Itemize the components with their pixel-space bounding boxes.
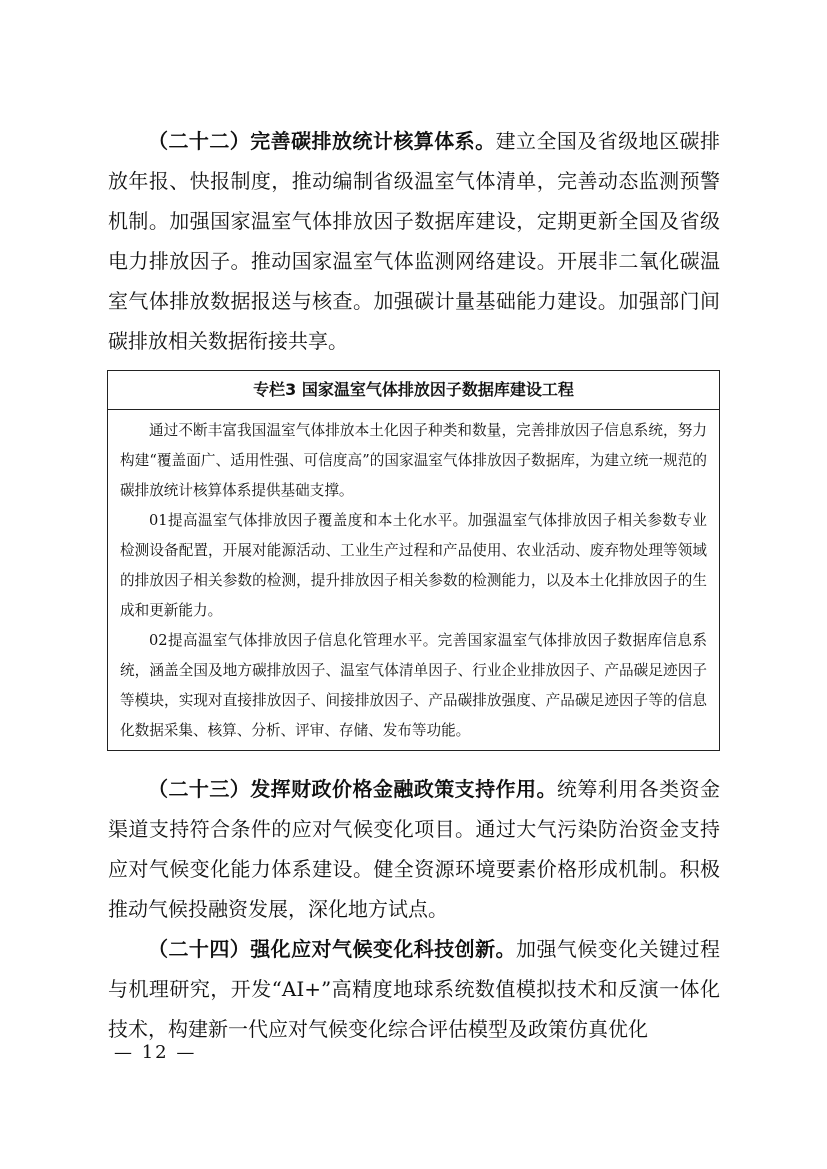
- box-paragraph-01: 01提高温室气体排放因子覆盖度和本土化水平。加强温室气体排放因子相关参数专业检测设备配置，开展对能源活动、工业生产过程和产品使用、农业活动、废弃物处理等领域的排放因子相关参数的检测，提升排放因子相关参数的检测能力，以及本土化排放因子的生成和更新能力。: [120, 512, 707, 619]
- box-paragraph-intro: 通过不断丰富我国温室气体排放本土化因子种类和数量，完善排放因子信息系统，努力构建“覆盖面广、适用性强、可信度高”的国家温室气体排放因子数据库，为建立统一规范的碳排放统计核算体系提供基础支撑。: [120, 422, 707, 499]
- box-paragraph-02: 02提高温室气体排放因子信息化管理水平。完善国家温室气体排放因子数据库信息系统，涵盖全国及地方碳排放因子、温室气体清单因子、行业企业排放因子、产品碳足迹因子等模块，实现对直接排放因子、间接排放因子、产品碳排放强度、产品碳足迹因子等的信息化数据采集、核算、分析、评审、存储、发布等功能。: [120, 632, 707, 739]
- paragraph-24: [108, 929, 720, 1049]
- paragraph-text: 建立全国及省级地区碳排放年报、快报制度，推动编制省级温室气体清单，完善动态监测预警机制。加强国家温室气体排放因子数据库建设，定期更新全国及省级电力排放因子。推动国家温室气体监测网络建设。开展非二氧化碳温室气体排放数据报送与核查。加强碳计量基础能力建设。加强部门间碳排放相关数据衔接共享。: [108, 129, 721, 353]
- paragraph-23: [108, 769, 720, 929]
- paragraph-heading: （二十二）完善碳排放统计核算体系。: [148, 129, 496, 153]
- page-number: — 12 —: [114, 1042, 197, 1063]
- column-box: [107, 370, 720, 751]
- paragraph-text: 加强气候变化关键过程与机理研究，开发“AI+”高精度地球系统数值模拟技术和反演一体化技术，构建新一代应对气候变化综合评估模型及政策仿真优化: [108, 937, 720, 1041]
- paragraph-text: 统筹利用各类资金渠道支持符合条件的应对气候变化项目。通过大气污染防治资金支持应对气候变化能力体系建设。健全资源环境要素价格形成机制。积极推动气候投融资发展，深化地方试点。: [108, 777, 721, 921]
- box-body: [108, 410, 719, 746]
- box-title: 专栏3 国家温室气体排放因子数据库建设工程: [108, 371, 719, 410]
- paragraph-heading: （二十四）强化应对气候变化科技创新。: [148, 937, 516, 961]
- paragraph-heading: （二十三）发挥财政价格金融政策支持作用。: [148, 777, 557, 801]
- paragraph-22: [108, 121, 720, 361]
